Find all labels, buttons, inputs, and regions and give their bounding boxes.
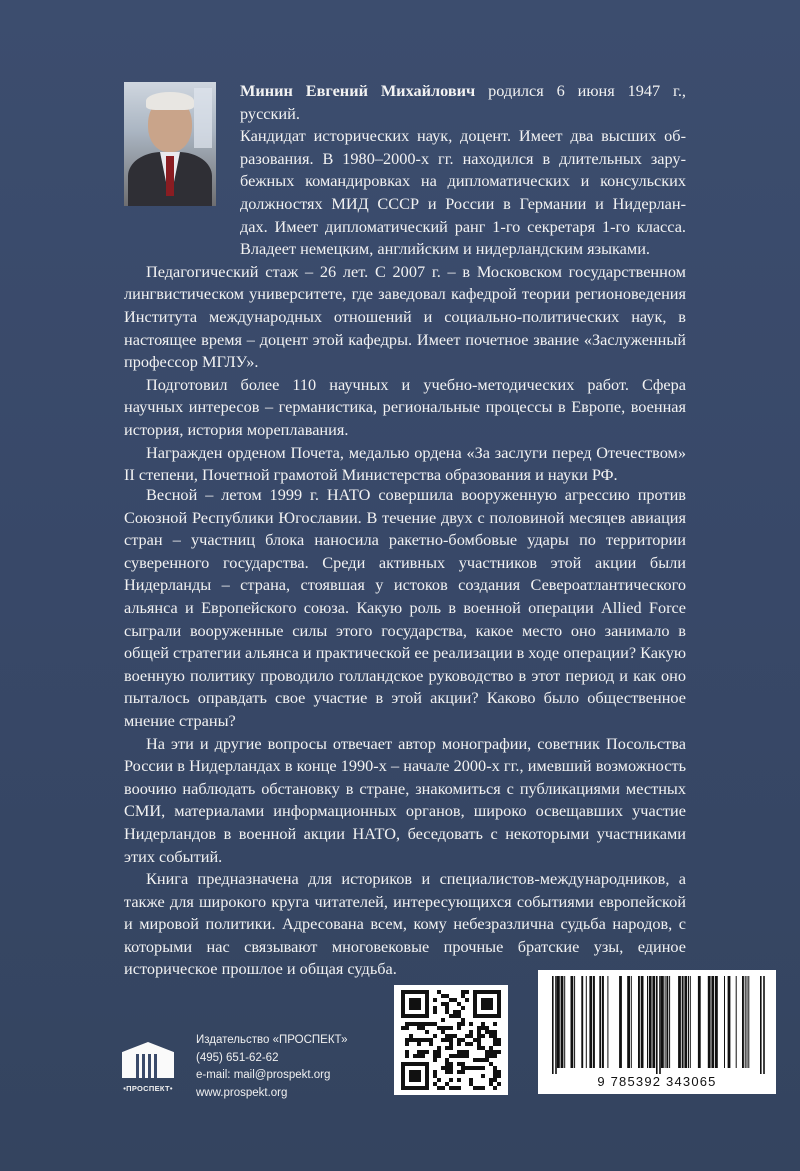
bio-paragraph: Награжден орденом Почета, медалью ордена «За заслуги перед Отечеством» II степени, Почетной грамотой Министерства образования и науки РФ. (124, 442, 686, 485)
qr-code (394, 985, 508, 1095)
publisher-name: Издательство «ПРОСПЕКТ» (196, 1034, 348, 1046)
bio-line: дах. Имеет дипломатический ранг 1-го секретаря 1-го класса. (240, 216, 686, 236)
bio-line: бежных командировках на дипломатических и консульских (240, 171, 686, 191)
annotation-paragraph: Весной – летом 1999 г. НАТО совершила вооруженную агрессию против Союзной Республики Югославии. В течение двух с половиной месяцев авиация стран – участниц блока наносила ракетно-бомбовые удары по территории суверенного государства. Среди активных участников этой акции были Нидерланды – страна, стоявшая у истоков создания Североатлантического альянса и Европейского союза. Какую роль в военной операции Allied Force сыграли вооруженные силы этого государства, какое место оно занимало в общей стратегии альянса и практической ее реализации в ходе операции? Какую военную политику проводило голландское руководство в этот период и как оно пыталось оправдать свое участие в этой акции? Каково было общественное мнение страны? (124, 485, 686, 730)
barcode-icon (538, 970, 776, 1074)
isbn-barcode (538, 970, 776, 1094)
publisher-phone: (495) 651-62-62 (196, 1051, 279, 1064)
publisher-website: www.prospekt.org (196, 1086, 288, 1099)
annotation-paragraph: Книга предназначена для историков и специалистов-международников, а также для широкого круга читателей, интересующихся событиями европейской и мировой политики. Адресована всем, кому небезразлична судьба народов, с которыми нас связывают многовековые прочные братские узы, единое историческое прошлое и общая судьба. (124, 869, 686, 979)
bio-line: Владеет немецким, английским и нидерландским языками. (240, 239, 650, 259)
publisher-email: e-mail: mail@prospekt.org (196, 1069, 331, 1082)
isbn-digits: 9 785392 343065 (597, 1074, 717, 1089)
bio-paragraph: Педагогический стаж – 26 лет. С 2007 г. – в Московском государственном лингвистическом университете, где заведовал кафедрой теории регионоведения Института международных отношений и социально-политических наук, в настоящее время – доцент этой кафедры. Имеет почетное звание «Заслуженный профессор МГЛУ». (124, 261, 686, 372)
bio-intro: родился 6 июня 1947 г., русский. (240, 81, 686, 123)
publisher-logo-text: •ПРОСПЕКТ• (123, 1084, 173, 1093)
building-icon (122, 1042, 174, 1078)
publisher-logo (122, 1042, 174, 1092)
publisher-contacts (196, 1032, 347, 1102)
bio-line: должностях МИД СССР и России в Германии и Нидерлан- (240, 193, 686, 213)
annotation-paragraph: На эти и другие вопросы отвечает автор монографии, советник Посольства России в Нидерландах в конце 1990-х – начале 2000-х гг., имевший возможность воочию наблюдать обстановку в стране, знакомиться с публикациями местных СМИ, материалами информационных органов, широко освещавших участие Нидерландов в военной акции НАТО, беседовать с некоторыми участниками этих событий. (124, 733, 686, 866)
book-annotation (124, 484, 686, 981)
bio-paragraph: Подготовил более 110 научных и учебно-методических работ. Сфера научных интересов – германистика, региональные процессы в Европе, военная история, история мореплавания. (124, 374, 686, 439)
bio-lead (240, 80, 686, 125)
qr-code-icon (394, 985, 508, 1095)
author-bio (124, 80, 686, 487)
bio-line: разования. В 1980–2000-х гг. находился в длительных зару- (240, 148, 686, 168)
author-name: Минин Евгений Михайлович (240, 81, 476, 100)
bio-line: Кандидат исторических наук, доцент. Имеет два высших об- (240, 126, 686, 146)
